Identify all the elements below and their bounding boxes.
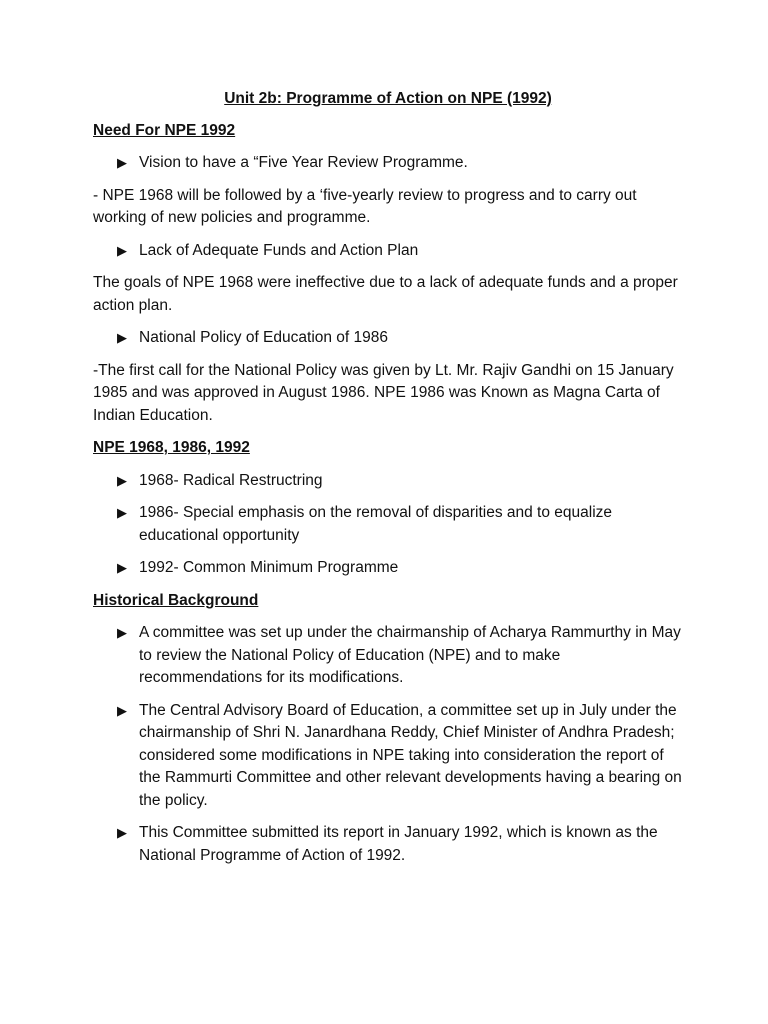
triangle-bullet-icon: ▶ bbox=[117, 702, 127, 718]
bullet-item bbox=[93, 327, 683, 350]
triangle-bullet-icon: ▶ bbox=[117, 505, 127, 520]
bullet-text: National Policy of Education of 1986 bbox=[139, 329, 389, 346]
bullet-text: A committee was set up under the chairmanship of Acharya Rammurthy in May to review the National Policy of Education (NPE) and to make recommendations for its modifications. bbox=[139, 624, 681, 686]
bullet-item bbox=[93, 240, 683, 263]
page-title: Unit 2b: Programme of Action on NPE (1992) bbox=[224, 90, 552, 107]
bullet-item bbox=[93, 152, 683, 175]
bullet-item bbox=[93, 700, 683, 813]
section-heading: NPE 1968, 1986, 1992 bbox=[93, 439, 250, 456]
section-heading: Need For NPE 1992 bbox=[93, 121, 236, 139]
bullet-item bbox=[93, 622, 683, 690]
bullet-text: 1968- Radical Restructring bbox=[139, 471, 323, 489]
bullet-text: The Central Advisory Board of Education, a committee set up in July under the chairmanship of Shri N. Janardhana Reddy, Chief Minister of Andhra Pradesh; considered some modifications in NPE taking into consideration the report of the Rammurti Committee and other relevant developments having a bearing on the policy. bbox=[139, 701, 682, 809]
triangle-bullet-icon: ▶ bbox=[117, 242, 127, 258]
bullet-text: 1992- Common Minimum Programme bbox=[139, 559, 399, 576]
paragraph: - NPE 1968 will be followed by a ‘five-yearly review to progress and to carry out working of new policies and programme. bbox=[93, 186, 637, 226]
bullet-item bbox=[93, 470, 683, 493]
bullet-item bbox=[93, 557, 683, 580]
paragraph: The goals of NPE 1968 were ineffective due to a lack of adequate funds and a proper action plan. bbox=[93, 274, 678, 314]
bullet-item bbox=[93, 502, 683, 547]
triangle-bullet-icon: ▶ bbox=[117, 560, 127, 575]
triangle-bullet-icon: ▶ bbox=[117, 625, 127, 640]
bullet-text: Lack of Adequate Funds and Action Plan bbox=[139, 241, 419, 259]
triangle-bullet-icon: ▶ bbox=[117, 825, 127, 840]
paragraph: -The first call for the National Policy was given by Lt. Mr. Rajiv Gandhi on 15 January 1985 and was approved in August 1986. NPE 1986 was Known as Magna Carta of Indian Education. bbox=[93, 361, 674, 424]
document-content bbox=[93, 88, 683, 877]
section-heading: Historical Background bbox=[93, 591, 259, 609]
bullet-text: Vision to have a “Five Year Review Programme. bbox=[139, 154, 468, 171]
bullet-text: 1986- Special emphasis on the removal of disparities and to equalize educational opportunity bbox=[139, 504, 613, 544]
triangle-bullet-icon: ▶ bbox=[117, 330, 127, 345]
bullet-item bbox=[93, 822, 683, 867]
triangle-bullet-icon: ▶ bbox=[117, 155, 127, 170]
triangle-bullet-icon: ▶ bbox=[117, 472, 127, 488]
bullet-text: This Committee submitted its report in January 1992, which is known as the National Programme of Action of 1992. bbox=[139, 824, 658, 864]
